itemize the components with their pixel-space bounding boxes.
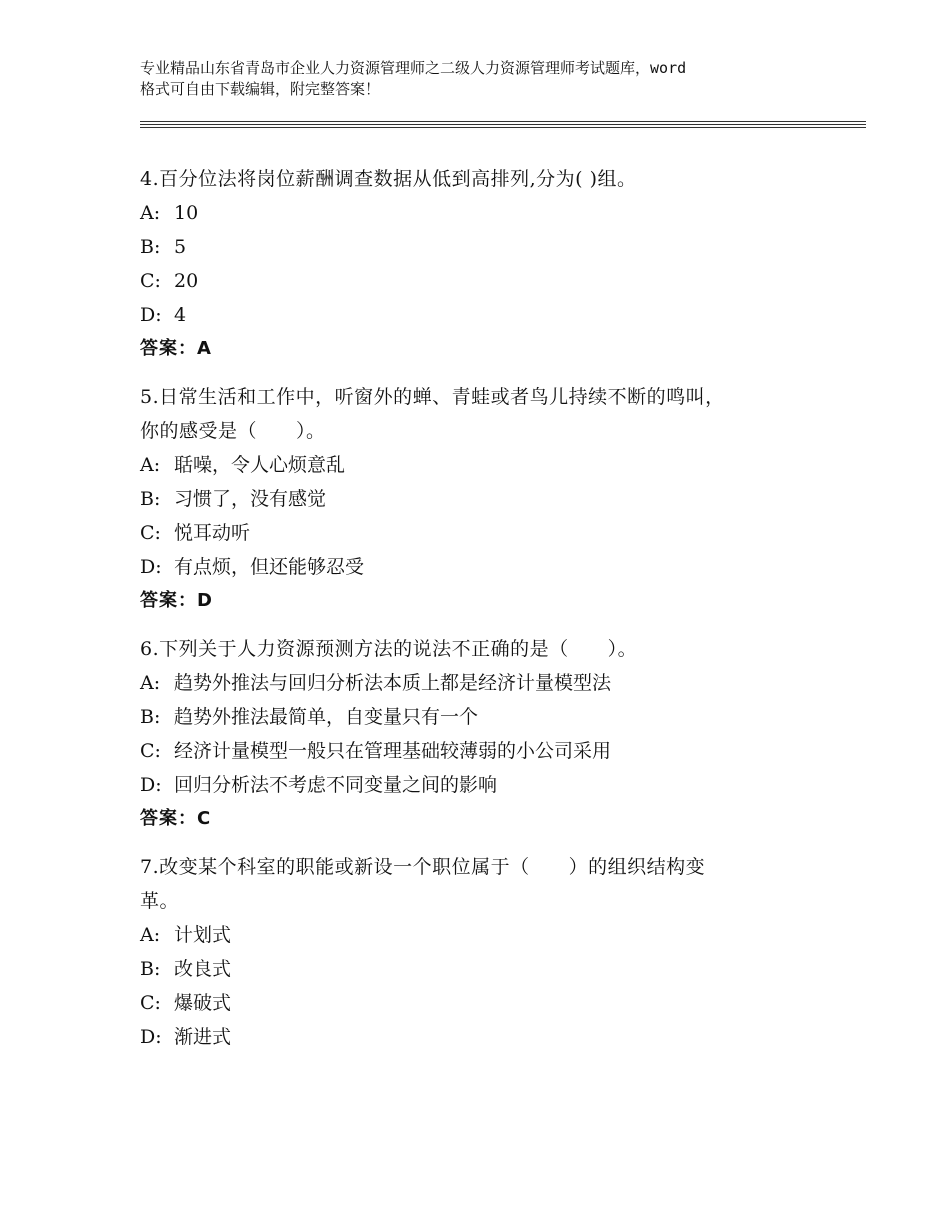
option-text: 计划式: [174, 924, 232, 946]
option-c: [140, 264, 800, 298]
option-text: 趋势外推法与回归分析法本质上都是经济计量模型法: [174, 672, 612, 694]
option-letter: C:: [140, 522, 161, 544]
option-text: 习惯了，没有感觉: [174, 488, 327, 510]
option-letter: D:: [140, 1026, 162, 1048]
option-text: 回归分析法不考虑不同变量之间的影响: [174, 774, 498, 796]
option-b: [140, 482, 800, 516]
option-letter: B:: [140, 706, 161, 728]
option-text: 10: [174, 202, 199, 224]
option-letter: A:: [140, 454, 161, 476]
option-text: 悦耳动听: [174, 522, 251, 544]
document-header: [140, 58, 840, 100]
option-d: [140, 550, 800, 584]
option-letter: C:: [140, 740, 161, 762]
option-letter: C:: [140, 270, 161, 292]
answer: 答案：D: [140, 590, 213, 611]
option-a: [140, 918, 800, 952]
answer: 答案：C: [140, 808, 212, 829]
option-text: 爆破式: [174, 992, 232, 1014]
option-d: [140, 768, 800, 802]
question-title: 5.日常生活和工作中，听窗外的蝉、青蛙或者鸟儿持续不断的鸣叫，: [140, 386, 725, 408]
option-letter: A:: [140, 924, 161, 946]
option-b: [140, 230, 800, 264]
option-d: [140, 1020, 800, 1054]
option-a: [140, 196, 800, 230]
header-line-1: 专业精品山东省青岛市企业人力资源管理师之二级人力资源管理师考试题库，word: [140, 59, 687, 77]
option-letter: B:: [140, 236, 161, 258]
option-text: 改良式: [174, 958, 232, 980]
option-d: [140, 298, 800, 332]
option-a: [140, 448, 800, 482]
option-text: 20: [174, 270, 199, 292]
option-letter: D:: [140, 304, 162, 326]
question-title: 6.下列关于人力资源预测方法的说法不正确的是（ ）。: [140, 638, 638, 660]
option-b: [140, 952, 800, 986]
question-6: [140, 632, 800, 836]
header-rule-top: [140, 121, 866, 122]
option-letter: D:: [140, 774, 162, 796]
question-5: [140, 380, 800, 618]
question-7: [140, 850, 800, 1054]
option-text: 4: [174, 304, 187, 326]
question-list: [140, 162, 800, 1068]
question-title-continued: 你的感受是（ ）。: [140, 420, 326, 442]
option-letter: A:: [140, 672, 161, 694]
header-rule-bottom: [140, 127, 866, 128]
option-text: 聒噪，令人心烦意乱: [174, 454, 346, 476]
option-text: 有点烦，但还能够忍受: [174, 556, 365, 578]
option-c: [140, 734, 800, 768]
header-line-2: 格式可自由下载编辑，附完整答案！: [140, 80, 381, 98]
question-title: 4.百分位法将岗位薪酬调查数据从低到高排列,分为( )组。: [140, 168, 637, 190]
option-letter: A:: [140, 202, 161, 224]
option-letter: C:: [140, 992, 161, 1014]
option-letter: B:: [140, 488, 161, 510]
option-text: 趋势外推法最简单，自变量只有一个: [174, 706, 479, 728]
option-letter: D:: [140, 556, 162, 578]
header-rule-middle: [140, 124, 866, 125]
option-c: [140, 986, 800, 1020]
option-text: 5: [174, 236, 187, 258]
option-text: 渐进式: [174, 1026, 232, 1048]
question-4: [140, 162, 800, 366]
option-letter: B:: [140, 958, 161, 980]
answer: 答案：A: [140, 338, 212, 359]
question-title-continued: 革。: [140, 890, 180, 912]
question-title: 7.改变某个科室的职能或新设一个职位属于（ ）的组织结构变: [140, 856, 706, 878]
option-c: [140, 516, 800, 550]
option-b: [140, 700, 800, 734]
option-a: [140, 666, 800, 700]
option-text: 经济计量模型一般只在管理基础较薄弱的小公司采用: [174, 740, 612, 762]
